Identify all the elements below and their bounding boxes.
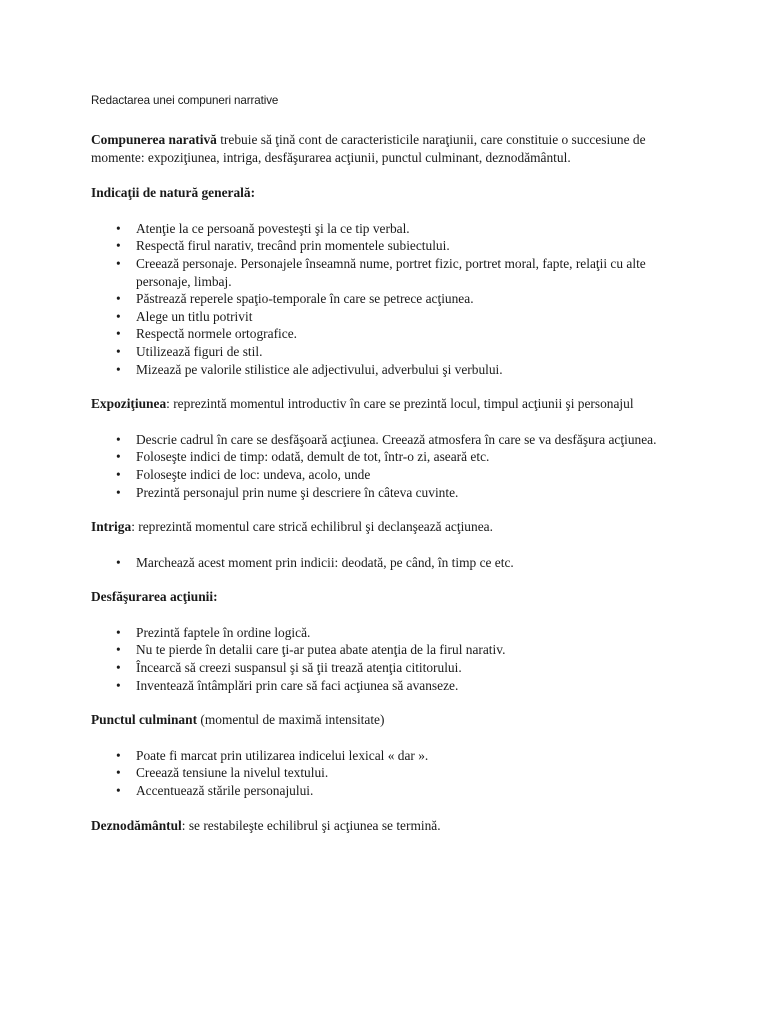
bullet-icon: • [116,677,121,693]
expozitiunea-text: : reprezintă momentul introductiv în care se prezintă locul, timpul acţiunii şi personajul [166,396,634,412]
list-item-text: Creează personaje. Personajele înseamnă nume, portret fizic, portret moral, fapte, relaţii cu alte personaje, limbaj. [136,255,646,289]
desfasurarea-heading: Desfăşurarea acţiunii: [91,589,218,605]
expozitiunea-term: Expoziţiunea [91,396,167,412]
deznodamantul-text: : se restabileşte echilibrul şi acţiunea se termină. [181,817,441,833]
document-page [91,93,681,852]
bullet-icon: • [116,343,121,359]
list-item [116,624,681,642]
bullet-icon: • [116,326,121,342]
list-item-text: Prezintă faptele în ordine logică. [136,624,311,640]
list-item-text: Prezintă personajul prin nume şi descriere în câteva cuvinte. [136,484,459,500]
general-heading: Indicaţii de natură generală: [91,185,256,201]
list-item-text: Poate fi marcat prin utilizarea indicelui lexical « dar ». [136,747,429,763]
list-item-text: Respectă firul narativ, trecând prin momentele subiectului. [136,238,450,254]
list-item-text: Marchează acest moment prin indicii: deodată, pe când, în timp ce etc. [136,554,514,570]
list-item [116,431,681,449]
list-item-text: Alege un titlu potrivit [136,308,253,324]
bullet-icon: • [116,431,121,447]
list-item-text: Păstrează reperele spaţio-temporale în care se petrece acţiunea. [136,291,474,307]
bullet-icon: • [116,624,121,640]
list-item-text: Inventează întâmplări prin care să faci acţiunea să avanseze. [136,677,459,693]
bullet-icon: • [116,783,121,799]
list-item-text: Încearcă să creezi suspansul şi să ţii trează atenţia cititorului. [136,660,462,676]
expozitiunea-paragraph [91,395,681,413]
list-item-text: Respectă normele ortografice. [136,326,297,342]
bullet-icon: • [116,291,121,307]
intro-term: Compunerea narativă [91,132,217,147]
list-item-text: Utilizează figuri de stil. [136,343,263,359]
bullet-icon: • [116,220,121,236]
bullet-icon: • [116,747,121,763]
bullet-icon: • [116,765,121,781]
intro-paragraph [91,131,681,166]
list-item [116,220,681,238]
list-item-text: Accentuează stările personajului. [136,783,314,799]
list-item [116,677,681,695]
list-item [116,255,681,290]
list-item [116,782,681,800]
bullet-icon: • [116,466,121,482]
list-item [116,325,681,343]
list-item-text: Foloseşte indici de timp: odată, demult de tot, într-o zi, aseară etc. [136,449,490,465]
intriga-list [91,554,681,572]
list-item-text: Creează tensiune la nivelul textului. [136,765,329,781]
punctul-list [91,747,681,800]
list-item-text: Descrie cadrul în care se desfăşoară acţiunea. Creează atmosfera în care se va desfăşura acţiunea. [136,431,657,447]
list-item-text: Foloseşte indici de loc: undeva, acolo, unde [136,466,371,482]
bullet-icon: • [116,642,121,658]
list-item [116,659,681,677]
list-item [116,554,681,572]
list-item [116,484,681,502]
general-list [91,220,681,378]
list-item [116,747,681,765]
bullet-icon: • [116,238,121,254]
bullet-icon: • [116,660,121,676]
list-item [116,290,681,308]
punctul-text: (momentul de maximă intensitate) [197,712,385,728]
list-item [116,764,681,782]
bullet-icon: • [116,308,121,324]
list-item [116,343,681,361]
list-item [116,237,681,255]
punctul-term: Punctul culminant [91,712,198,728]
intriga-term: Intriga [91,519,132,535]
desfasurarea-list [91,624,681,694]
bullet-icon: • [116,449,121,465]
intro-text: trebuie să ţină cont de caracteristicile naraţiunii, care constituie o succesiune de momente: expoziţiunea, intriga, desfăşurarea acţiunii, punctul culminant, deznodământul. [91,132,646,165]
list-item [116,361,681,379]
bullet-icon: • [116,554,121,570]
bullet-icon: • [116,484,121,500]
intriga-paragraph [91,518,681,536]
bullet-icon: • [116,255,121,271]
list-item [116,466,681,484]
punctul-paragraph [91,711,681,729]
bullet-icon: • [116,361,121,377]
list-item [116,308,681,326]
list-item-text: Mizează pe valorile stilistice ale adjectivului, adverbului şi verbului. [136,361,503,377]
list-item-text: Nu te pierde în detalii care ţi-ar putea abate atenţia de la firul narativ. [136,642,506,658]
intriga-text: : reprezintă momentul care strică echilibrul şi declanşează acţiunea. [131,519,493,535]
deznodamantul-paragraph [91,817,681,835]
expozitiunea-list [91,431,681,501]
list-item [116,641,681,659]
document-title: Redactarea unei compuneri narrative [91,94,279,107]
list-item [116,448,681,466]
list-item-text: Atenţie la ce persoană povesteşti şi la ce tip verbal. [136,220,410,236]
deznodamantul-term: Deznodământul [91,817,182,833]
